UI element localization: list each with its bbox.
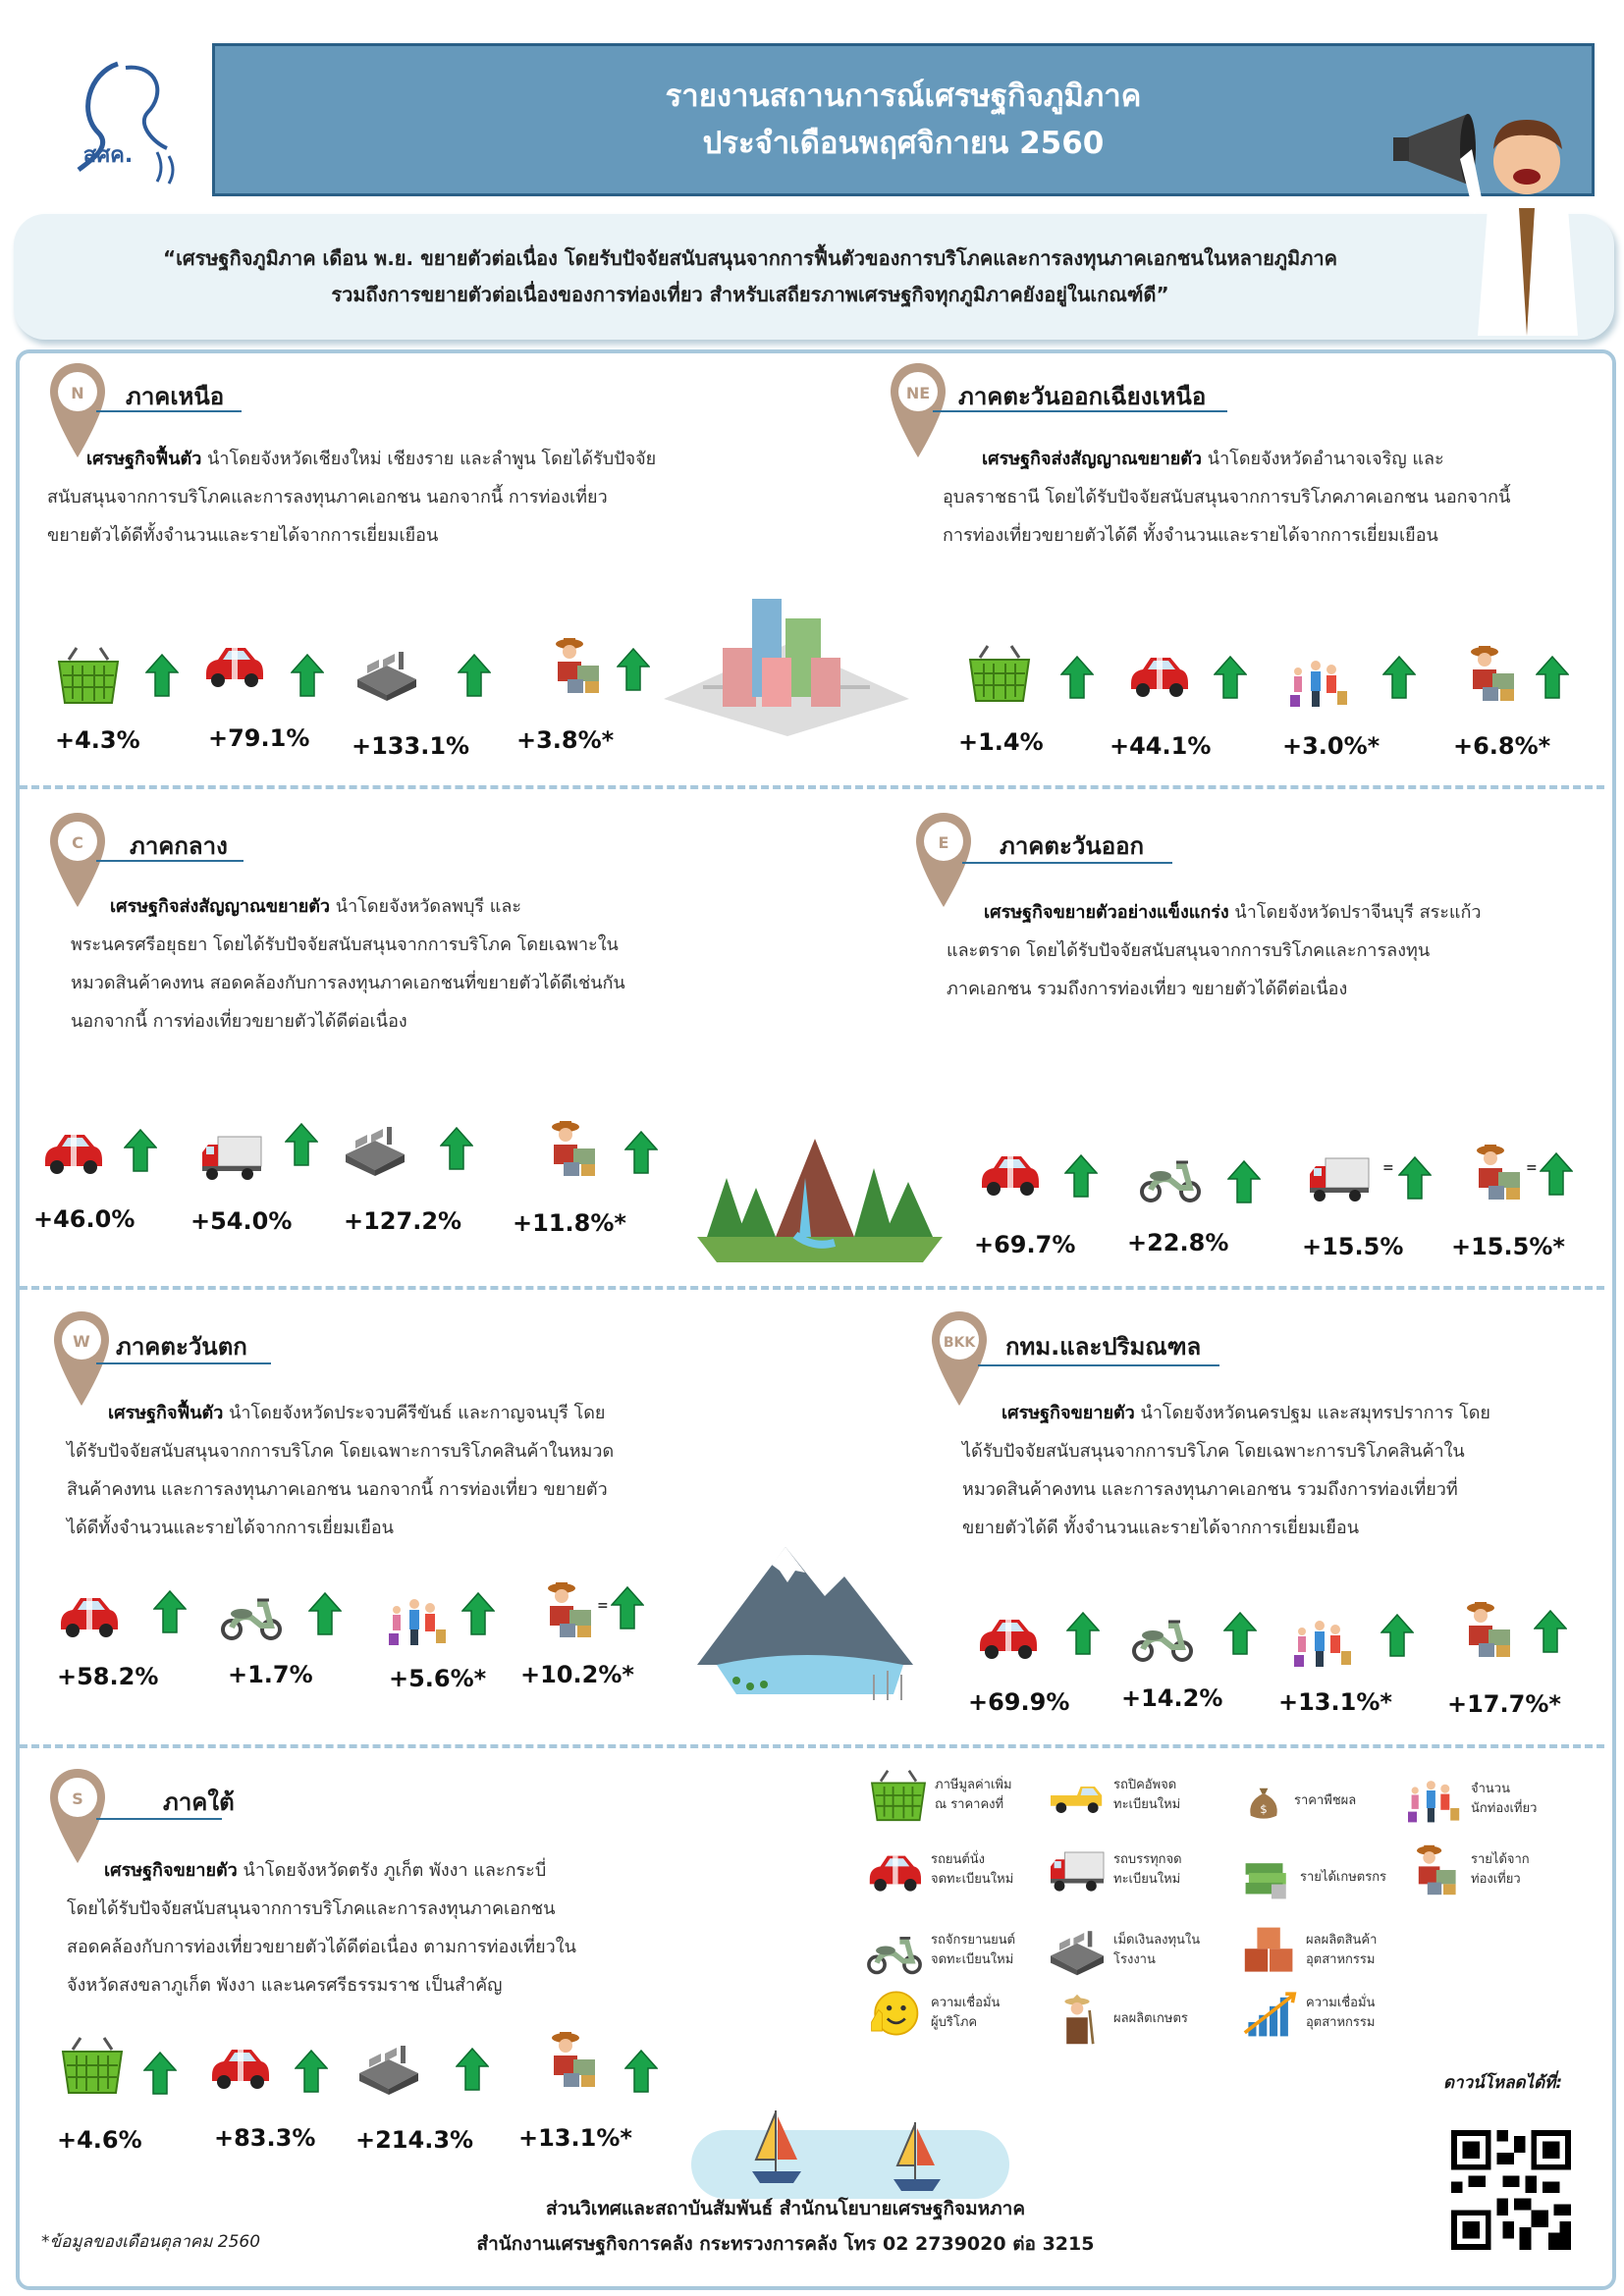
car-icon xyxy=(39,1121,106,1180)
up-arrow-icon xyxy=(1064,1154,1098,1198)
scooter-icon xyxy=(218,1584,285,1643)
legend-label: ความเชื่อมั่น ผู้บริโภค xyxy=(931,1996,1001,2030)
scooter-icon xyxy=(1129,1606,1196,1665)
summary-quote xyxy=(14,214,1614,340)
legend-item xyxy=(868,1769,1012,1822)
money-bag-icon xyxy=(1239,1775,1288,1828)
region-title-east: ภาคตะวันออก xyxy=(1000,832,1145,860)
qr-code-icon[interactable] xyxy=(1451,2130,1571,2250)
equals-sign: = xyxy=(1382,1160,1394,1176)
car-icon xyxy=(200,634,267,693)
value-vat: +1.4% xyxy=(958,728,1044,756)
value-car: +44.1% xyxy=(1110,732,1212,760)
region-title-central: ภาคกลาง xyxy=(130,832,228,860)
traveler-icon xyxy=(1453,1600,1520,1659)
northeast-text-line-1: นำโดยจังหวัดอำนาจเจริญ และ xyxy=(1202,449,1444,469)
region-text-south xyxy=(67,1851,774,2004)
legend-label: รายได้จาก ท่องเที่ยว xyxy=(1471,1852,1530,1887)
megaphone-man-icon xyxy=(1389,90,1596,336)
region-text-bkk xyxy=(962,1394,1610,1547)
value-car: +46.0% xyxy=(33,1205,135,1233)
bkk-text-line-4: ขยายตัวได้ดี ทั้งจำนวนและรายได้จากการเยี่ยมเยือน xyxy=(962,1518,1359,1538)
north-text-bold: เศรษฐกิจฟื้นตัว xyxy=(86,449,202,469)
bkk-text-line-1: นำโดยจังหวัดนครปฐม และสมุทรปราการ โดย xyxy=(1134,1403,1490,1423)
sfo-logo-icon xyxy=(59,54,196,191)
value-tourists: +13.1%* xyxy=(1278,1688,1392,1716)
central-text-line-1: นำโดยจังหวัดลพบุรี และ xyxy=(330,896,522,917)
svg-text:N: N xyxy=(71,384,84,402)
factory-icon xyxy=(342,1119,408,1178)
title-banner xyxy=(212,43,1595,196)
value-factory: +214.3% xyxy=(355,2126,474,2154)
legend-label: รถบรรทุกจด ทะเบียนใหม่ xyxy=(1113,1852,1182,1887)
up-arrow-icon xyxy=(461,1592,495,1635)
up-arrow-icon xyxy=(285,1123,318,1166)
legend-item xyxy=(1239,1851,1386,1904)
farmer-icon xyxy=(1047,1993,1108,2046)
legend-item xyxy=(864,1924,1015,1977)
west-text-line-3: สินค้าคงทน และการลงทุนภาคเอกชน นอกจากนี้ การท่องเที่ยว ขยายตัว xyxy=(67,1479,608,1500)
svg-text:C: C xyxy=(72,833,83,852)
east-text-bold: เศรษฐกิจขยายตัวอย่างแข็งแกร่ง xyxy=(984,902,1229,923)
value-car: +69.9% xyxy=(968,1688,1070,1716)
car-icon xyxy=(206,2036,273,2095)
value-factory: +127.2% xyxy=(344,1207,462,1235)
west-text-line-1: นำโดยจังหวัดประจวบคีรีขันธ์ และกาญจนบุรี โดย xyxy=(223,1403,606,1423)
up-arrow-icon xyxy=(1227,1160,1261,1203)
car-icon xyxy=(976,1143,1043,1201)
divider xyxy=(20,1286,1604,1290)
value-car: +79.1% xyxy=(208,724,310,752)
legend-label: ผลผลิตเกษตร xyxy=(1113,2011,1188,2026)
up-arrow-icon xyxy=(295,2050,328,2093)
up-arrow-icon xyxy=(1534,1610,1567,1653)
legend-label: รถยนต์นั่ง จดทะเบียนใหม่ xyxy=(931,1852,1014,1887)
up-arrow-icon xyxy=(1380,1614,1414,1657)
scooter-icon xyxy=(1137,1147,1204,1205)
legend-label: รถปิคอัพจด ทะเบียนใหม่ xyxy=(1113,1778,1181,1812)
logo-text: สศค. xyxy=(82,143,134,168)
legend-item xyxy=(1047,1843,1182,1896)
value-car: +83.3% xyxy=(214,2124,316,2152)
value-tourism: +6.8%* xyxy=(1453,732,1551,760)
scooter-icon xyxy=(864,1924,925,1977)
legend-label: ความเชื่อมั่น อุตสาหกรรม xyxy=(1306,1996,1376,2030)
northeast-text-line-2: อุบลราชธานี โดยได้รับปัจจัยสนับสนุนจากการบริโภคภาคเอกชน นอกจากนี้ xyxy=(943,487,1511,507)
legend-label: ราคาพืชผล xyxy=(1294,1793,1357,1808)
value-tourism: +11.8%* xyxy=(513,1209,626,1237)
traveler-icon xyxy=(538,2030,605,2089)
traveler-icon xyxy=(538,1119,605,1178)
up-arrow-icon xyxy=(1223,1612,1257,1655)
up-arrow-icon xyxy=(143,2052,177,2095)
value-tourism: +3.8%* xyxy=(516,726,615,754)
factory-icon xyxy=(355,2038,422,2097)
factory-icon xyxy=(1047,1924,1108,1977)
west-text-bold: เศรษฐกิจฟื้นตัว xyxy=(108,1403,224,1423)
title-underline xyxy=(96,1818,222,1820)
tourist-group-icon xyxy=(385,1590,452,1649)
value-truck: +54.0% xyxy=(190,1207,293,1235)
region-text-west xyxy=(67,1394,754,1547)
legend-item xyxy=(1239,1987,1375,2040)
car-icon xyxy=(1125,644,1192,703)
car-icon xyxy=(864,1843,925,1896)
up-arrow-icon xyxy=(291,654,324,697)
central-text-line-3: หมวดสินค้าคงทน สอดคล้องกับการลงทุนภาคเอกชนที่ขยายตัวได้ดีเช่นกัน xyxy=(71,973,625,993)
value-scooter: +22.8% xyxy=(1127,1229,1229,1256)
central-text-line-4: นอกจากนี้ การท่องเที่ยวขยายตัวได้ดีต่อเนื่อง xyxy=(71,1011,407,1032)
region-title-northeast: ภาคตะวันออกเฉียงเหนือ xyxy=(958,383,1207,410)
legend-label: จำนวน นักท่องเที่ยว xyxy=(1471,1782,1538,1816)
city-buildings-icon xyxy=(664,589,909,736)
truck-icon xyxy=(1047,1843,1108,1896)
mountain-lake-icon xyxy=(677,1527,933,1700)
up-arrow-icon xyxy=(624,2050,658,2093)
up-arrow-icon xyxy=(308,1592,342,1635)
south-text-line-4: จังหวัดสงขลาภูเก็ต พังงา และนครศรีธรรมราช เป็นสำคัญ xyxy=(67,1975,503,1996)
legend-label: เม็ดเงินลงทุนใน โรงงาน xyxy=(1113,1933,1201,1967)
region-pin-icon xyxy=(51,1309,112,1408)
south-text-line-3: สอดคล้องกับการท่องเที่ยวขยายตัวได้ดีต่อเนื่อง ตามการท่องเที่ยวใน xyxy=(67,1937,576,1957)
bkk-text-line-2: ได้รับปัจจัยสนับสนุนจากการบริโภค โดยเฉพาะการบริโภคสินค้าใน xyxy=(962,1441,1465,1462)
value-scooter: +1.7% xyxy=(228,1661,313,1688)
up-arrow-icon xyxy=(1382,656,1416,699)
footer-line-2: สำนักงานเศรษฐกิจการคลัง กระทรวงการคลัง โทร 02 2739020 ต่อ 3215 xyxy=(476,2233,1095,2255)
region-text-northeast xyxy=(943,440,1610,555)
up-arrow-icon xyxy=(1066,1612,1100,1655)
svg-text:NE: NE xyxy=(905,384,931,402)
value-tourism: +15.5%* xyxy=(1451,1233,1565,1260)
svg-text:S: S xyxy=(72,1789,83,1808)
quote-line-1: “เศรษฐกิจภูมิภาค เดือน พ.ย. ขยายตัวต่อเนื่อง โดยรับปัจจัยสนับสนุนจากการฟื้นตัวของการบริโภคและการลงทุนภาคเอกชนในหลายภูมิภาค xyxy=(162,246,1338,270)
equals-sign: = xyxy=(597,1598,609,1614)
legend-label: รายได้เกษตรกร xyxy=(1300,1870,1387,1885)
north-text-line-3: ขยายตัวได้ดีทั้งจำนวนและรายได้จากการเยี่ยมเยือน xyxy=(47,525,439,546)
tourist-group-icon xyxy=(1404,1773,1465,1826)
legend-item xyxy=(864,1987,1000,2040)
region-text-central xyxy=(71,887,758,1041)
east-text-line-1: นำโดยจังหวัดปราจีนบุรี สระแก้ว xyxy=(1228,902,1482,923)
value-tourism: +17.7%* xyxy=(1447,1690,1561,1718)
up-arrow-icon xyxy=(1398,1156,1432,1200)
north-text-line-1: นำโดยจังหวัดเชียงใหม่ เชียงราย และลำพูน โดยได้รับปัจจัย xyxy=(201,449,657,469)
region-title-bkk: กทม.และปริมณฑล xyxy=(1005,1333,1202,1361)
up-arrow-icon xyxy=(145,654,179,697)
value-truck: +15.5% xyxy=(1302,1233,1404,1260)
legend-item xyxy=(1047,1769,1180,1822)
title-underline xyxy=(96,1362,271,1364)
bar-chart-icon xyxy=(1239,1987,1300,2040)
value-tourism: +10.2%* xyxy=(520,1661,634,1688)
region-title-west: ภาคตะวันตก xyxy=(116,1333,247,1361)
footnote: *ข้อมูลของเดือนตุลาคม 2560 xyxy=(41,2232,261,2252)
value-vat: +4.3% xyxy=(55,726,140,754)
traveler-icon xyxy=(1463,1143,1530,1201)
south-text-line-1: นำโดยจังหวัดตรัง ภูเก็ต พังงา และกระบี่ xyxy=(237,1860,547,1881)
east-text-line-3: ภาคเอกชน รวมถึงการท่องเที่ยว ขยายตัวได้ดีต่อเนื่อง xyxy=(947,979,1348,999)
basket-icon xyxy=(966,644,1033,703)
divider xyxy=(20,1744,1604,1748)
legend-label: ภาษีมูลค่าเพิ่ม ณ ราคาคงที่ xyxy=(935,1778,1012,1812)
traveler-icon xyxy=(1457,644,1524,703)
legend-item xyxy=(1239,1924,1377,1977)
south-text-bold: เศรษฐกิจขยายตัว xyxy=(104,1860,238,1881)
up-arrow-icon xyxy=(1540,1152,1573,1196)
up-arrow-icon xyxy=(458,654,491,697)
equals-sign: = xyxy=(1526,1160,1538,1176)
east-text-line-2: และตราด โดยได้รับปัจจัยสนับสนุนจากการบริโภคและการลงทุน xyxy=(947,940,1431,961)
legend-label: รถจักรยานยนต์ จดทะเบียนใหม่ xyxy=(931,1933,1016,1967)
title-underline xyxy=(933,410,1227,412)
quote-line-2: รวมถึงการขยายตัวต่อเนื่องของการท่องเที่ยว สำหรับเสถียรภาพเศรษฐกิจทุกภูมิภาคยังอยู่ในเกณฑ์ดี” xyxy=(331,283,1169,306)
divider xyxy=(20,785,1604,789)
region-title-south: ภาคใต้ xyxy=(163,1789,235,1816)
title-line-2: ประจำเดือนพฤศจิกายน 2560 xyxy=(702,126,1105,161)
up-arrow-icon xyxy=(124,1129,157,1172)
basket-icon xyxy=(55,646,122,705)
central-text-line-2: พระนครศรีอยุธยา โดยได้รับปัจจัยสนับสนุนจากการบริโภค โดยเฉพาะใน xyxy=(71,934,619,955)
value-car: +69.7% xyxy=(974,1231,1076,1258)
bkk-text-bold: เศรษฐกิจขยายตัว xyxy=(1001,1403,1135,1423)
legend-item xyxy=(1404,1773,1537,1826)
traveler-icon xyxy=(1404,1843,1465,1896)
title-underline xyxy=(96,410,242,412)
legend-item xyxy=(1404,1843,1530,1896)
up-arrow-icon xyxy=(153,1590,187,1633)
download-label: ดาวน์โหลดได้ที่: xyxy=(1443,2073,1563,2093)
title-underline xyxy=(978,1364,1219,1366)
svg-text:W: W xyxy=(73,1332,90,1351)
value-tourists: +5.6%* xyxy=(389,1665,487,1692)
traveler-icon xyxy=(534,1580,601,1639)
value-tourists: +3.0%* xyxy=(1282,732,1380,760)
central-text-bold: เศรษฐกิจส่งสัญญาณขยายตัว xyxy=(110,896,331,917)
up-arrow-icon xyxy=(611,1586,644,1629)
west-text-line-4: ได้ดีทั้งจำนวนและรายได้จากการเยี่ยมเยือน xyxy=(67,1518,394,1538)
truck-icon xyxy=(198,1127,265,1186)
value-tourism: +13.1%* xyxy=(518,2124,632,2152)
west-text-line-2: ได้รับปัจจัยสนับสนุนจากการบริโภค โดยเฉพาะการบริโภคสินค้าในหมวด xyxy=(67,1441,615,1462)
forest-waterfall-icon xyxy=(687,1119,952,1266)
car-icon xyxy=(974,1606,1041,1665)
factory-icon xyxy=(353,644,420,703)
svg-text:BKK: BKK xyxy=(943,1335,976,1351)
up-arrow-icon xyxy=(1536,656,1569,699)
bkk-text-line-3: หมวดสินค้าคงทน และการลงทุนภาคเอกชน รวมถึงการท่องเที่ยวที่ xyxy=(962,1479,1458,1500)
title-underline xyxy=(962,862,1172,864)
northeast-text-line-3: การท่องเที่ยวขยายตัวได้ดี ทั้งจำนวนและรายได้จากการเยี่ยมเยือน xyxy=(943,525,1438,546)
pickup-truck-icon xyxy=(1047,1769,1108,1822)
tourist-group-icon xyxy=(1286,652,1353,711)
legend-label: ผลผลิตสินค้า อุตสาหกรรม xyxy=(1306,1933,1378,1967)
footer-line-1: ส่วนวิเทศและสถาบันสัมพันธ์ สำนักนโยบายเศรษฐกิจมหภาค xyxy=(545,2198,1026,2219)
title-underline xyxy=(96,860,244,862)
up-arrow-icon xyxy=(440,1127,473,1170)
value-factory: +133.1% xyxy=(352,732,470,760)
value-vat: +4.6% xyxy=(57,2126,142,2154)
northeast-text-bold: เศรษฐกิจส่งสัญญาณขยายตัว xyxy=(982,449,1203,469)
traveler-icon xyxy=(542,636,609,695)
region-text-north xyxy=(47,440,754,555)
legend-item xyxy=(864,1843,1013,1896)
region-pin-icon xyxy=(929,1309,990,1408)
up-arrow-icon xyxy=(1060,656,1094,699)
value-scooter: +14.2% xyxy=(1121,1684,1223,1712)
north-text-line-2: สนับสนุนจากการบริโภคและการลงทุนภาคเอกชน นอกจากนี้ การท่องเที่ยว xyxy=(47,487,608,507)
truck-icon xyxy=(1306,1148,1373,1207)
basket-icon xyxy=(59,2036,126,2095)
boxes-icon xyxy=(1239,1924,1300,1977)
basket-icon xyxy=(868,1769,929,1822)
region-title-north: ภาคเหนือ xyxy=(126,383,225,410)
up-arrow-icon xyxy=(617,648,650,691)
legend-item xyxy=(1047,1993,1188,2046)
up-arrow-icon xyxy=(1214,656,1247,699)
region-text-east xyxy=(947,893,1614,1008)
cash-icon xyxy=(1239,1851,1294,1904)
smiley-icon xyxy=(864,1987,925,2040)
svg-text:E: E xyxy=(938,833,949,852)
footer xyxy=(432,2191,1139,2262)
legend-item xyxy=(1239,1775,1356,1828)
south-text-line-2: โดยได้รับปัจจัยสนับสนุนจากการบริโภคและการลงทุนภาคเอกชน xyxy=(67,1898,556,1919)
value-car: +58.2% xyxy=(57,1663,159,1690)
legend-item xyxy=(1047,1924,1200,1977)
tourist-group-icon xyxy=(1290,1612,1357,1671)
up-arrow-icon xyxy=(456,2048,489,2091)
title-line-1: รายงานสถานการณ์เศรษฐกิจภูมิภาค xyxy=(665,78,1142,114)
car-icon xyxy=(55,1584,122,1643)
region-pin-icon xyxy=(47,1767,108,1865)
up-arrow-icon xyxy=(624,1131,658,1174)
